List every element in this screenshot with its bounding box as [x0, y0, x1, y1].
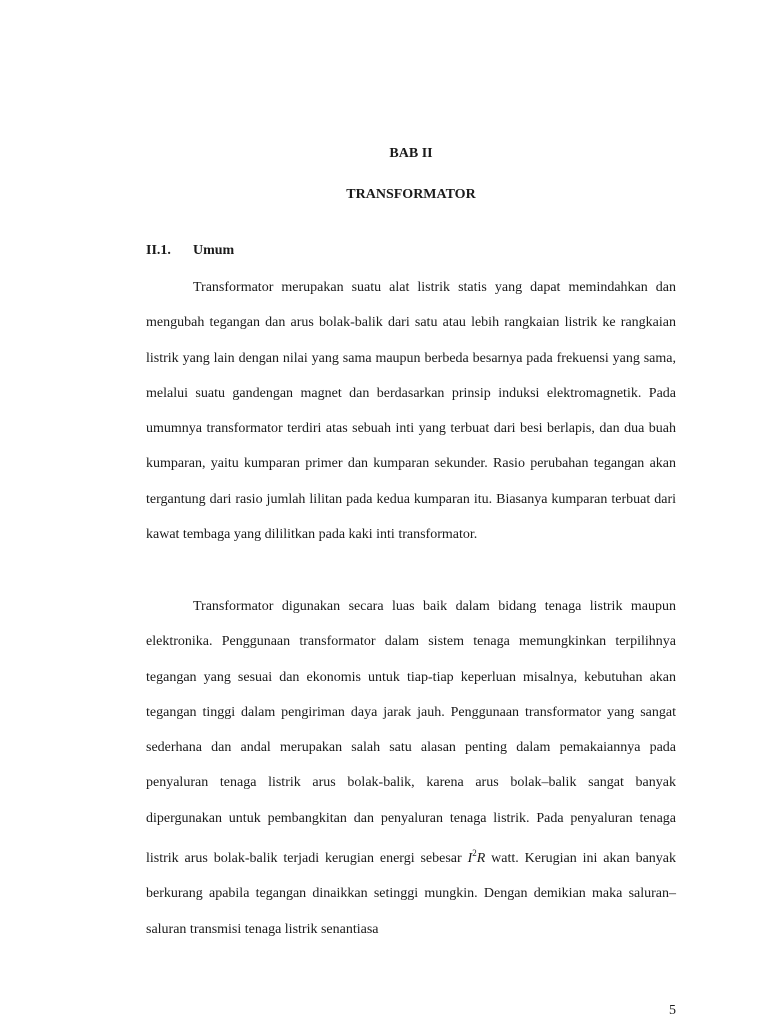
math-base: I — [467, 851, 473, 867]
math-formula — [467, 848, 486, 867]
page-number: 5 — [669, 1003, 676, 1018]
math-exponent: 2 — [472, 848, 477, 859]
paragraph-1: Transformator merupakan suatu alat listrik statis yang dapat memindahkan dan mengubah tegangan dan arus bolak-balik dari satu atau lebih rangkaian listrik ke rangkaian listrik yang lain dengan nilai yang sama maupun berbeda besarnya pada frekuensi yang sama, melalui suatu gandengan magnet dan berdasarkan prinsip induksi elektromagnetik. Pada umumnya transformator terdiri atas sebuah inti yang terbuat dari besi berlapis, dan dua buah kumparan, yaitu kumparan primer dan kumparan sekunder. Rasio perubahan tegangan akan tergantung dari rasio jumlah lilitan pada kedua kumparan itu. Biasanya kumparan terbuat dari kawat tembaga yang dililitkan pada kaki inti transformator. — [146, 280, 676, 543]
section-heading — [146, 243, 676, 259]
paragraph-2 — [146, 589, 676, 947]
paragraph-2-text-after: watt. Kerugian ini akan banyak berkurang apabila tegangan dinaikkan setinggi mungkin. Dengan demikian maka saluran–saluran transmisi tenaga listrik senantiasa — [146, 851, 677, 937]
chapter-title: TRANSFORMATOR — [346, 187, 476, 202]
math-tail: R — [476, 851, 486, 867]
section-title: Umum — [193, 243, 235, 258]
paragraph-2-text-before: Transformator digunakan secara luas baik dalam bidang tenaga listrik maupun elektronika. Penggunaan transformator dalam sistem tenaga memungkinkan terpilihnya tegangan yang sesuai dan ekonomis untuk tiap-tiap keperluan misalnya, kebutuhan akan tegangan tinggi dalam pengiriman daya jarak jauh. Penggunaan transformator yang sangat sederhana dan andal merupakan salah satu alasan penting dalam pemakaiannya pada penyaluran tenaga listrik arus bolak-balik, karena arus bolak–balik sangat banyak dipergunakan untuk pembangkitan dan penyaluran tenaga listrik. Pada penyaluran tenaga listrik arus bolak-balik terjadi kerugian energi sebesar — [146, 599, 676, 867]
section-number: II.1. — [146, 243, 171, 258]
chapter-number: BAB II — [389, 146, 433, 161]
